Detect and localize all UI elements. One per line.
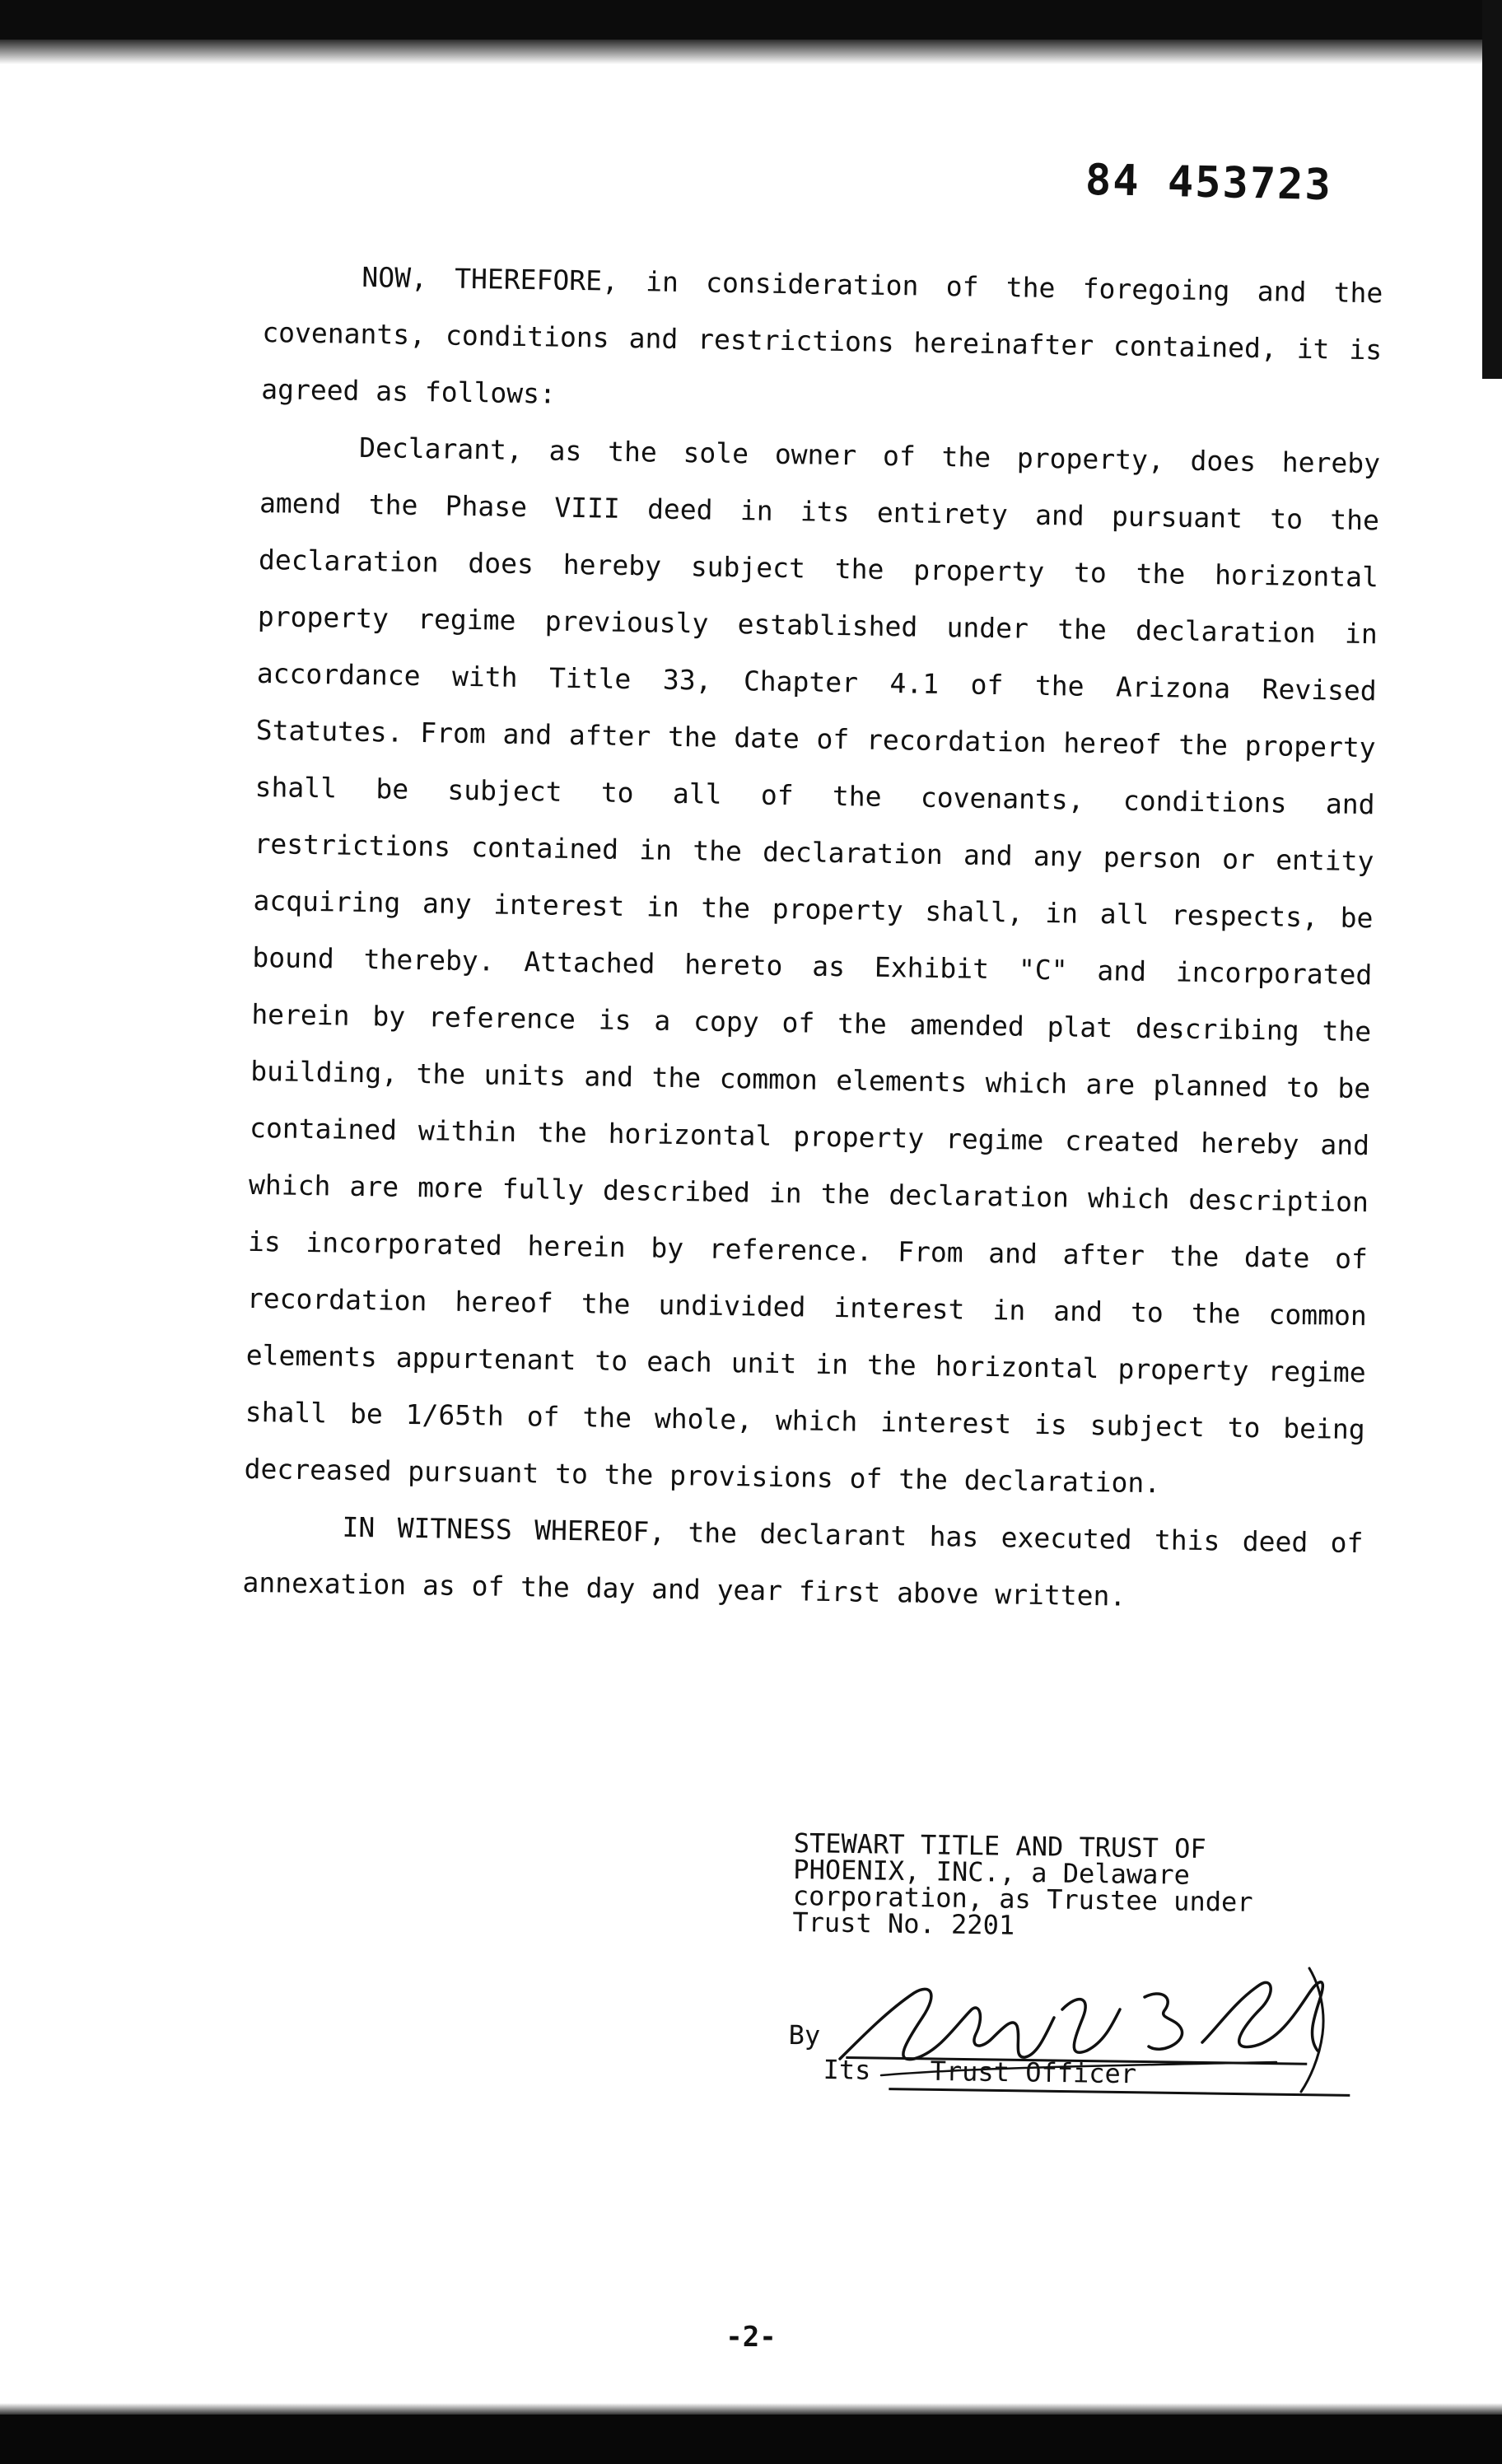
recording-number: 84 453723 — [1085, 155, 1333, 211]
paragraph-recital: NOW, THEREFORE, in consideration of the foregoing and the covenants, conditions and restrictions hereinafter contained, it is agreed as follows: — [260, 260, 1383, 410]
signer-title: Trust Officer — [930, 2055, 1137, 2090]
paragraph-witness: IN WITNESS WHEREOF, the declarant has executed this deed of annexation as of the day and year first above written. — [242, 1510, 1364, 1612]
scan-edge-top-shadow — [0, 40, 1502, 64]
scan-edge-bottom-shadow — [0, 2403, 1502, 2415]
by-label: By — [788, 2018, 821, 2051]
paragraph-declaration: Declarant, as the sole owner of the property, does hereby amend the Phase VIII deed in its entirety and pursuant to the declaration does hereby subject the property to the horizontal property regime previously established under the declaration in accordance with Title 33, Chapter 4.1 of the Arizona Revised Statutes. From and after the date of recordation hereof the property shall be subject to all of the covenants, conditions and restrictions contained in the declaration and any person or entity acquiring any interest in the property shall, in all respects, be bound thereby. Attached hereto as Exhibit "C" and incorporated herein by reference is a copy of the amended plat describing the building, the units and the common elements which are planned to be contained within the horizontal property regime created hereby and which are more fully described in the declaration which description is incorporated herein by reference. From and after the date of recordation hereof the undivided interest in and to the common elements appurtenant to each unit in the horizontal property regime shall be 1/65th of the whole, which interest is subject to being decreased pursuant to the provisions of the declaration. — [244, 431, 1381, 1500]
page-number: -2- — [725, 2321, 777, 2354]
scan-edge-top — [0, 0, 1502, 40]
document-body — [242, 247, 1383, 1628]
trustee-signature-block: STEWART TITLE AND TRUST OF PHOENIX, INC., a Delaware corporation, as Trustee under Trust No. 2201 — [792, 1827, 1253, 1941]
handwritten-signature — [815, 1960, 1359, 2100]
scan-edge-right — [1482, 0, 1502, 379]
its-label: Its — [823, 2053, 871, 2086]
scan-edge-bottom — [0, 2415, 1502, 2464]
